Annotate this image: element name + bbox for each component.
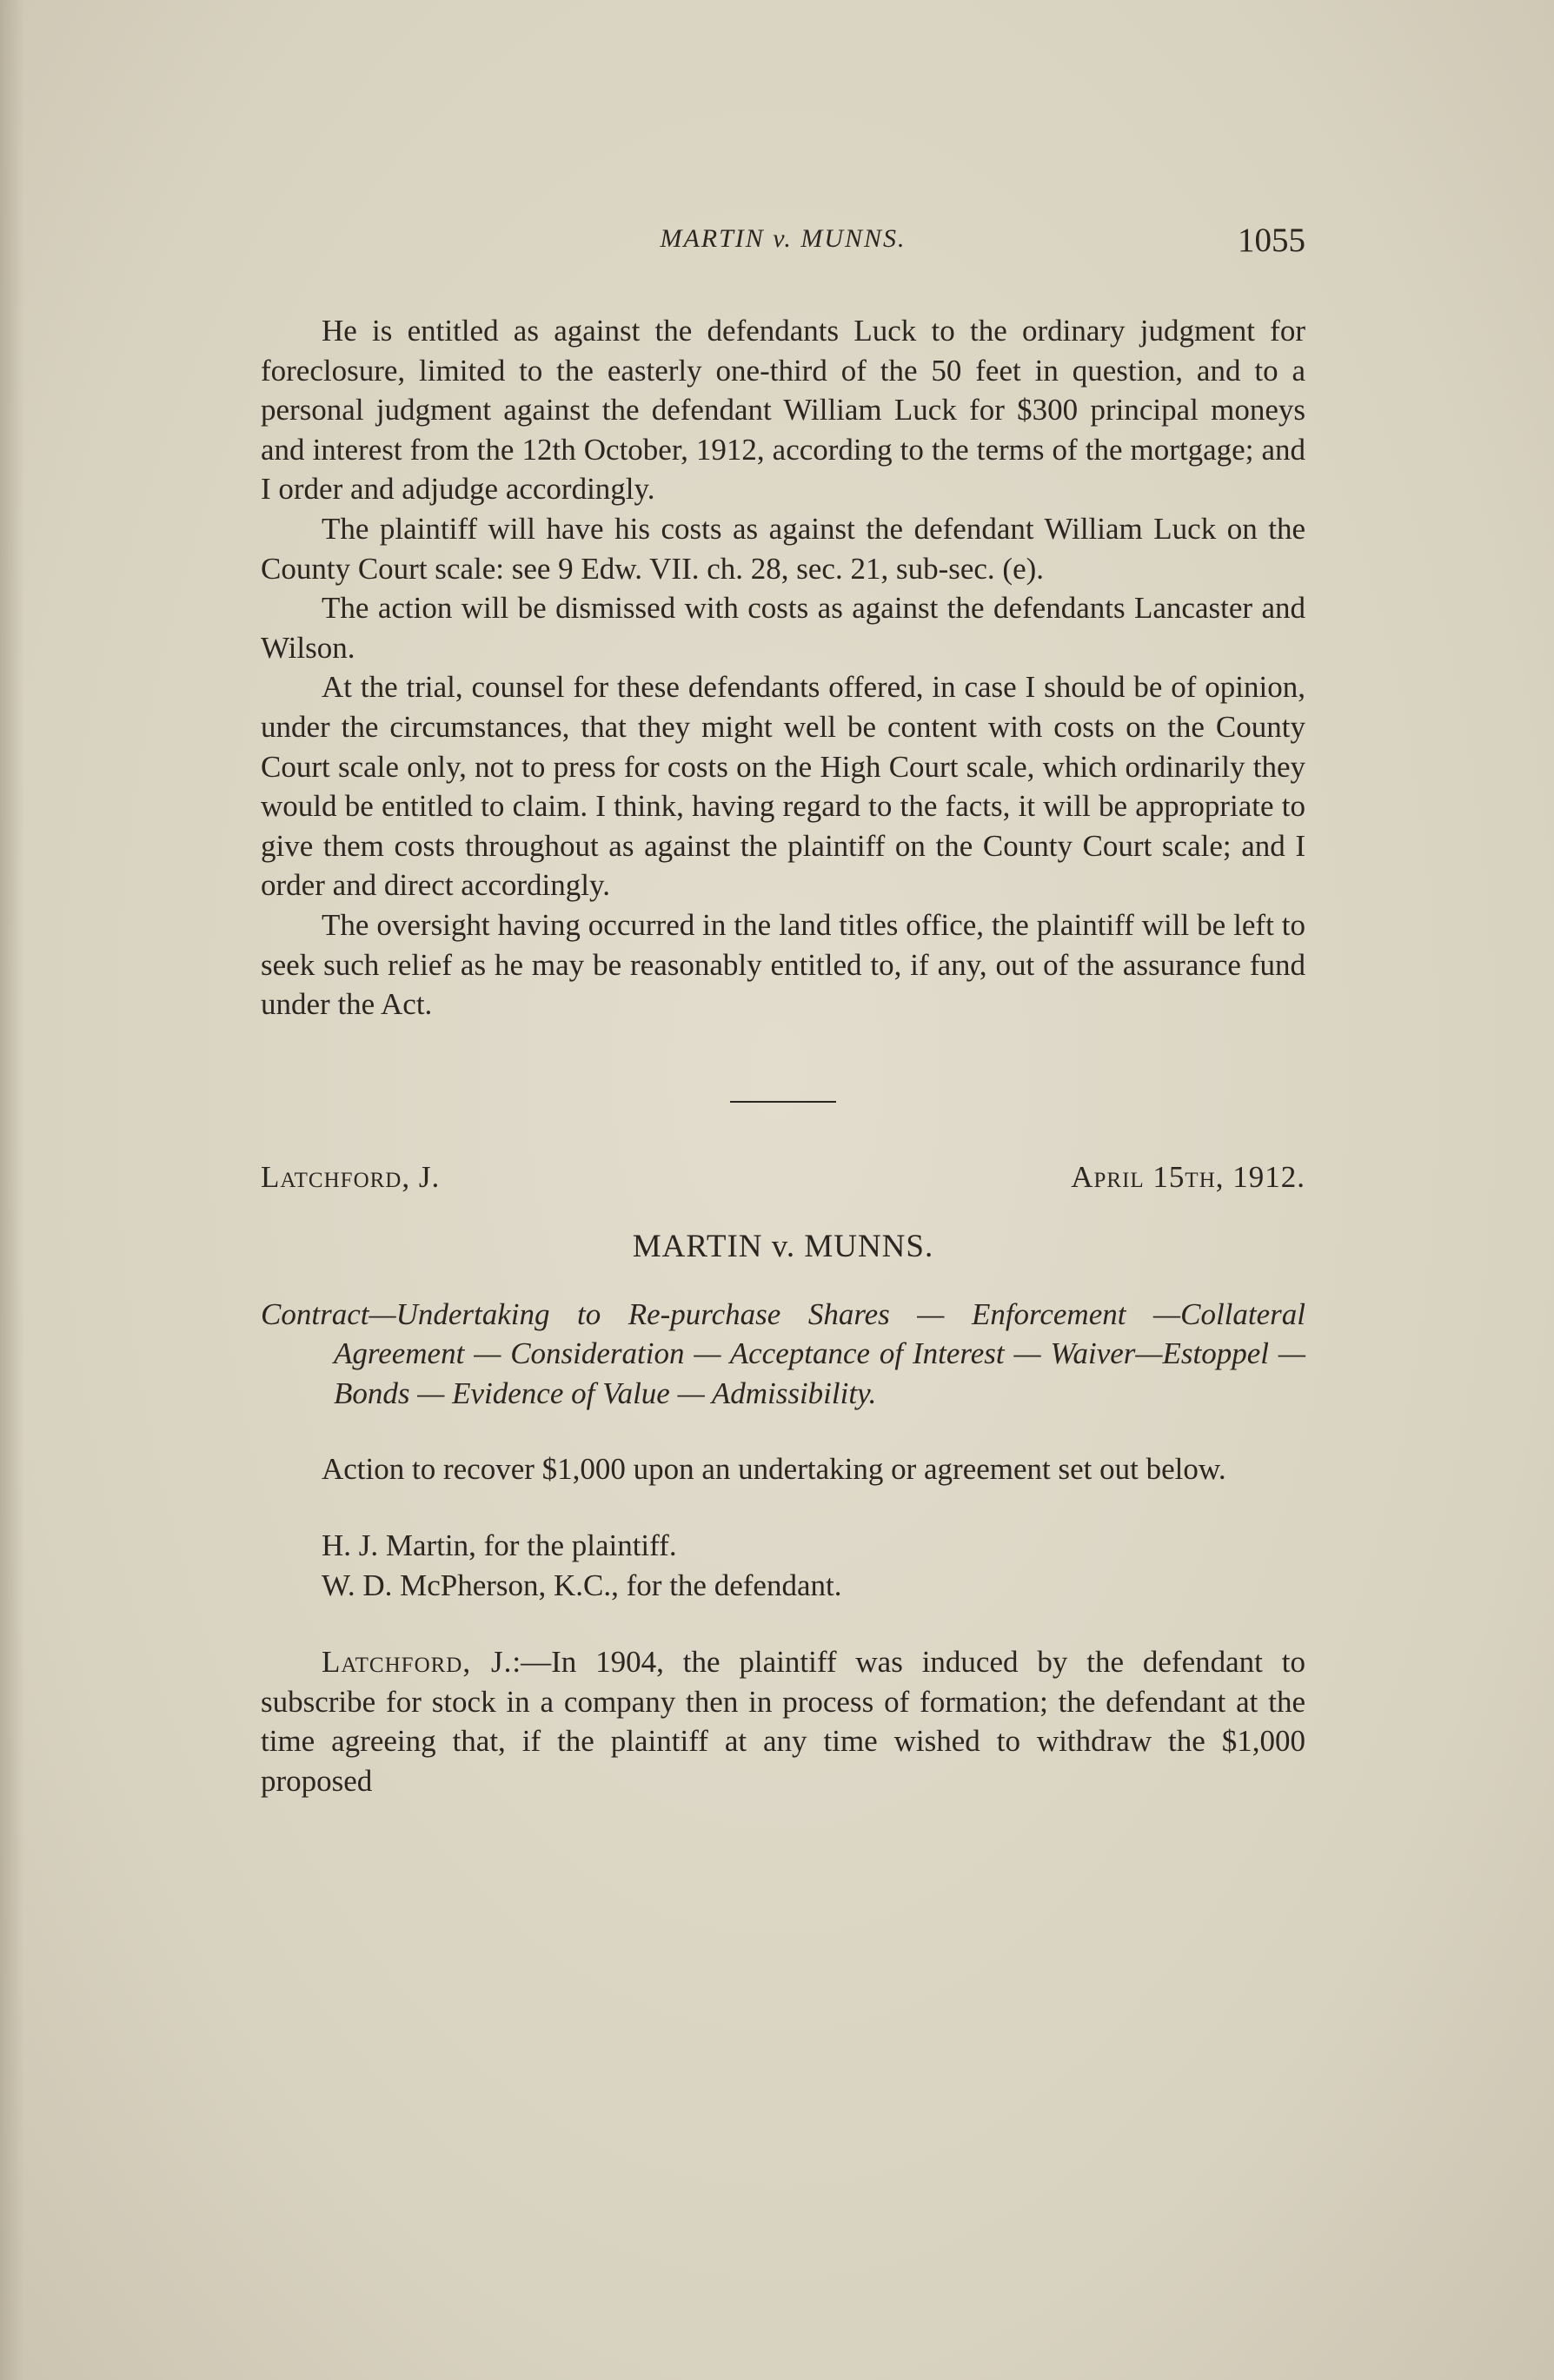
section-divider bbox=[730, 1101, 836, 1103]
case-title: MARTIN v. MUNNS. bbox=[632, 1228, 934, 1264]
counsel-defendant: W. D. McPherson, K.C., for the defendant. bbox=[322, 1568, 842, 1603]
paragraph-judgment: He is entitled as against the defendants Luck to the ordinary judgment for foreclosure, limited to the easterly one-third of the 50 feet in question, and to a personal judgment against the defendant William Luck for $300 principal moneys and interest from the 12th October, 1912, according to the terms of the mortgage; and I order and adjudge accordingly. bbox=[261, 314, 1305, 507]
paragraph-costs: The plaintiff will have his costs as against the defendant William Luck on the County Court scale: see 9 Edw. VII. ch. 28, sec. 21, sub-sec. (e). bbox=[261, 511, 1305, 586]
paragraph-dismissal: The action will be dismissed with costs as against the defendants Lancaster and Wilson. bbox=[261, 591, 1305, 665]
page-header bbox=[261, 224, 1305, 276]
opinion-judge: Latchford, J. bbox=[322, 1645, 513, 1680]
text-block bbox=[261, 224, 1305, 1800]
opinion-text: :—In 1904, the plaintiff was induced by the defendant to subscribe for stock in a company then in process of formation; the defendant at the time agreeing that, if the plaintiff at any time wished to withdraw the $1,000 proposed bbox=[261, 1645, 1305, 1798]
judgment-conclusion bbox=[261, 311, 1305, 1024]
spine-shadow bbox=[0, 0, 24, 2380]
page-number: 1055 bbox=[1238, 222, 1305, 259]
headnote: Contract—Undertaking to Re-purchase Shares — Enforcement —Collateral Agreement — Consideration — Acceptance of Interest — Waiver—Estoppel — Bonds — Evidence of Value — Admissibility. bbox=[261, 1296, 1305, 1410]
action-description: Action to recover $1,000 upon an undertaking or agreement set out below. bbox=[322, 1452, 1226, 1487]
case-judge-date bbox=[261, 1160, 1305, 1195]
counsel-list bbox=[261, 1526, 1305, 1606]
judge-name: Latchford, J. bbox=[261, 1159, 441, 1194]
paragraph-trial-costs: At the trial, counsel for these defendants offered, in case I should be of opinion, under the circumstances, that they might well be content with costs on the County Court scale only, not to press for costs on the High Court scale, which ordinarily they would be entitled to claim. I think, having regard to the facts, it will be appropriate to give them costs throughout as against the plaintiff on the County Court scale; and I order and direct accordingly. bbox=[261, 670, 1305, 903]
decision-date: April 15th, 1912. bbox=[1071, 1159, 1305, 1194]
paragraph-assurance-fund: The oversight having occurred in the land titles office, the plaintiff will be left to seek such relief as he may be reasonably entitled to, if any, out of the assurance fund under the Act. bbox=[261, 907, 1305, 1022]
running-title: MARTIN v. MUNNS. bbox=[660, 224, 906, 253]
counsel-plaintiff: H. J. Martin, for the plaintiff. bbox=[322, 1528, 677, 1563]
opinion-paragraph bbox=[261, 1642, 1305, 1800]
